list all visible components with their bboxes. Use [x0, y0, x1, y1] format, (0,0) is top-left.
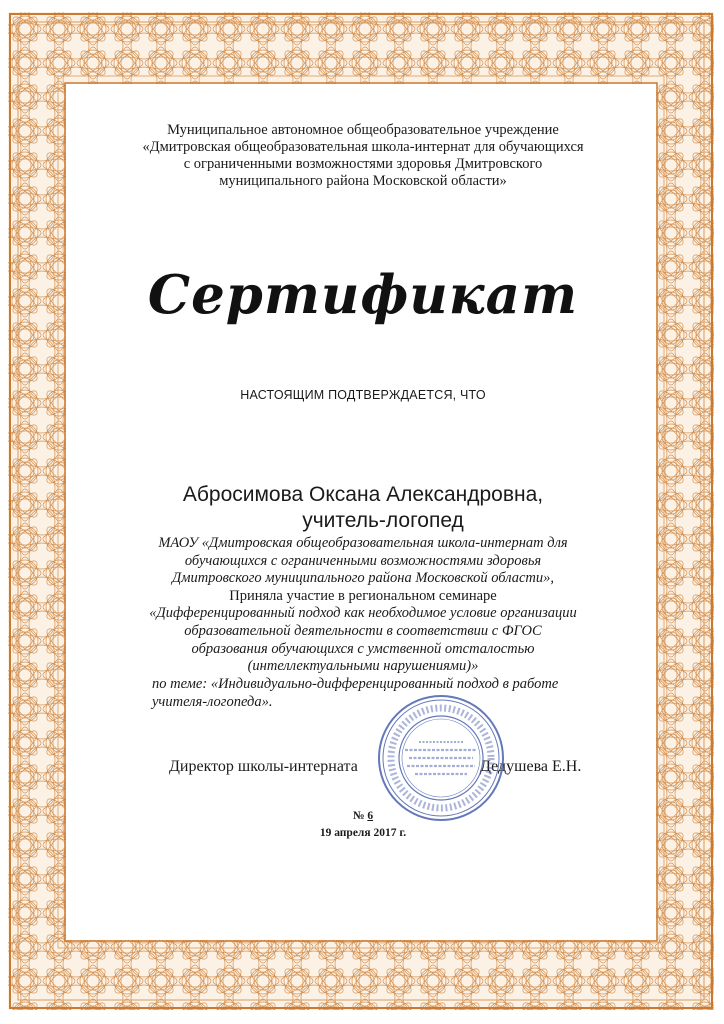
issue-date: 19 апреля 2017 г. — [319, 827, 407, 839]
org-line: МАОУ «Дмитровская общеобразовательная школа-интернат для — [158, 535, 568, 551]
certificate-content — [68, 86, 658, 940]
header-line: «Дмитровская общеобразовательная школа-интернат для обучающихся — [142, 139, 584, 155]
recipient-block — [68, 482, 658, 534]
issuer-header — [68, 122, 658, 190]
participation-line: Приняла участие в региональном семинаре — [229, 587, 497, 604]
recipient-role: учитель-логопед — [302, 509, 464, 532]
seminar-line: образовательной деятельности в соответствии с ФГОС — [184, 622, 542, 639]
recipient-name: Абросимова Оксана Александровна, — [182, 483, 544, 506]
seminar-line: (интеллектуальными нарушениями)» — [247, 658, 479, 675]
org-line: обучающихся с ограниченными возможностями здоровья — [184, 552, 542, 569]
number-value: 6 — [367, 810, 374, 822]
seminar-line: «Дифференцированный подход как необходимое условие организации — [149, 605, 577, 622]
seminar-line: образования обучающихся с умственной отсталостью — [191, 640, 535, 657]
confirmation-text: НАСТОЯЩИМ ПОДТВЕРЖДАЕТСЯ, ЧТО — [240, 388, 486, 402]
header-line: Муниципальное автономное общеобразовательное учреждение — [167, 122, 559, 138]
school-seal-icon — [375, 692, 507, 824]
header-line: с ограниченными возможностями здоровья Дмитровского — [183, 156, 543, 172]
signatory-position: Директор школы-интерната — [169, 758, 358, 775]
number-label: № — [352, 810, 365, 822]
org-line: Дмитровского муниципального района Московской области», — [171, 570, 555, 587]
certificate-title: Сертификат — [147, 264, 579, 326]
signatory-name: Дедушева Е.Н. — [480, 758, 582, 775]
certificate-body — [68, 535, 658, 676]
topic-line: учителя-логопеда». — [152, 693, 273, 710]
topic-line: по теме: «Индивидуально-дифференцированный подход в работе — [152, 676, 559, 692]
header-line: муниципального района Московской области» — [219, 173, 507, 189]
certificate-number — [68, 810, 658, 822]
